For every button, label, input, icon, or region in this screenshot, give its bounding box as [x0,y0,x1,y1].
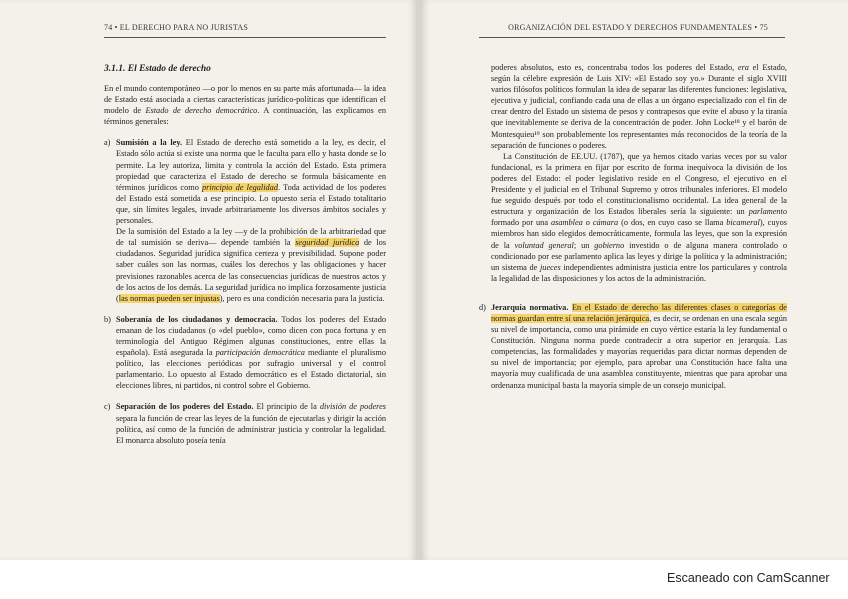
emphasis-gobierno: gobierno [594,240,625,250]
emphasis-camara: cámara [592,218,619,228]
item-a-text-2a: De la sumisión del Estado a la ley —y de la prohibición de la arbitrariedad que de tal sumisión se deriva— depende también la [116,227,386,248]
right-text-1b: el Estado, según la célebre expresión de Luis XIV: «El Estado soy yo.» Durante el siglo XVIII varios filósofos políticos formulan la idea de separar las diferentes funciones: legislativa, ejecutiva y judicial, confiando cada una de ellas a un órgano especializado con el fin de crear dentro del Estado un sistema de pesos y contrapesos que evite el abuso y la tiranía que inevitablemente se deriva de la concentración de poder. John Locke¹⁸ y el barón de Montesquieu¹⁹ son probablemente los representantes más reconocidos de la teoría de la separación de funciones o poderes. [491,63,787,150]
left-page [0,0,417,560]
right-text-2b: formado por una [491,218,551,228]
item-d-paragraph [491,302,787,391]
item-a [104,137,386,303]
right-text-2g: investido o de alguna manera controlado o condicionado por ese parlamento aplica las leyes y dirige la política y la administración; un sistema de [491,240,787,272]
emphasis-jueces: jueces [539,262,561,272]
emphasis-voluntad-general: voluntad general [514,240,574,250]
item-b-body [116,314,386,392]
right-paragraph-1 [491,62,787,151]
item-c-text-a: El principio de la [253,402,320,412]
item-c-paragraph [116,401,386,445]
item-d [479,302,787,391]
right-text-2c: o [582,218,593,228]
item-b-emphasis: participación democrática [215,348,305,358]
item-d-body [491,302,787,391]
item-a-text-1a: El Estado de derecho está sometido a la ley, es decir, el Estado sólo actúa si existe una norma que le faculta para ello y hasta donde se lo permite. La ley autoriza, limita y controla la acción del Estado. Esta primera propiedad que caracteriza el Estado de derecho se formula básicamente en términos jurídicos como [116,138,386,192]
item-a-body [116,137,386,303]
item-b-text-b: mediante el pluralismo político, las elecciones periódicas por sufragio universal y el control parlamentario. Lo opuesto al Estado democrático es el Estado dictatorial, sin elecciones libres, ni partidos, ni control sobre el Gobierno. [116,348,386,391]
right-emphasis-era: era [737,63,749,72]
item-d-title: Jerarquía normativa. [491,302,569,312]
right-text-2d: (o dos, en cuyo caso se llama [618,218,727,228]
left-page-body [104,64,386,446]
left-running-header: 74 • EL DERECHO PARA NO JURISTAS [104,23,248,32]
emphasis-parlamento: parlamento [748,207,787,217]
item-c-title: Separación de los poderes del Estado. [116,402,254,412]
item-b-title: Soberanía de los ciudadanos y democracia. [116,314,278,324]
right-header-rule [479,37,785,38]
highlight-jerarquia: En el Estado de derecho las diferentes clases o categorías de normas guardan entre sí una relación jerárquica [491,302,787,323]
item-c [104,401,386,445]
emphasis-bicameral: bicameral [726,218,760,228]
intro-emphasis: Estado de derecho democrático [145,106,258,116]
item-c-text-b: separa la función de crear las leyes de la función de ejecutarlas y dirigir la acción política, así como de la función de administrar justicia y controlar la legalidad. El monarca absoluto poseía tenía [116,413,386,445]
right-text-2f: ; un [573,240,595,250]
section-title: 3.1.1. El Estado de derecho [104,64,211,74]
item-c-letter: c) [104,402,111,412]
item-a-letter: a) [104,138,111,148]
intro-text-b: . A continuación, las explicamos en términos generales: [104,106,386,127]
intro-paragraph [104,83,386,127]
emphasis-asamblea: asamblea [550,218,583,228]
right-page [421,0,848,560]
right-text-2h: independientes administra justicia entre los particulares y controla la legalidad de las disposiciones y los actos de la administración. [491,262,787,283]
item-b-text-a: Todos los poderes del Estado emanan de los ciudadanos (o «del pueblo», como dicen con poca fortuna y en terminología del Antiguo Régimen algunas constituciones, entre ellas la española). Está asegurada la [116,314,386,358]
right-text-1a: poderes absolutos, esto es, concentraba todos los poderes del Estado, [491,63,738,72]
highlight-normas-injustas: las normas pueden ser injustas [118,293,220,303]
item-c-body [116,401,386,445]
right-running-header: ORGANIZACIÓN DEL ESTADO Y DERECHOS FUNDAMENTALES • 75 [508,23,768,32]
highlight-principio-legalidad: principio de legalidad [202,182,278,192]
right-page-body [479,62,787,391]
right-text-2e: ), cuyos miembros han sido elegidos democráticamente, formula las leyes, que son la expresión de la [491,218,788,250]
item-d-letter: d) [479,302,486,312]
item-b-letter: b) [104,314,111,324]
intro-text-a: En el mundo contemporáneo —o por lo menos en su parte más afortunada— la idea de Estado está asociada a ciertas características jurídico-políticas que identifican el modelo de [104,84,386,116]
item-c-emphasis: división de poderes [319,402,386,412]
item-a-paragraph-1 [116,137,386,226]
item-a-text-2c: ), pero es una condición necesaria para la justicia. [219,293,385,303]
item-b-paragraph [116,314,386,392]
item-c-continuation [479,62,787,284]
camscanner-watermark: Escaneado con CamScanner [667,571,830,585]
right-paragraph-2 [491,151,787,284]
item-a-text-1b: . Toda actividad de los poderes del Estado está sometida a ese principio. Lo opuesto sería el Estado totalitario que, sin límites legales, invade arbitrariamente los diversos ámbitos sociales y personales. [116,182,386,226]
item-a-text-2b: de los ciudadanos. Seguridad jurídica significa certeza y previsibilidad. Supone poder saber cuáles son las normas, cuáles los derechos y las obligaciones y hacer previsiones razonables acerca de las consecuencias jurídicas de nuestros actos y de los actos de los demás. La seguridad jurídica no implica forzosamente justicia ( [116,238,386,303]
item-d-text: , es decir, se ordenan en una escala según su nivel de importancia, como una pirámide en cuyo vértice estaría la ley fundamental o Constitución. Ninguna norma puede contradecir a otra superior en jerarquía. Las competencias, las formalidades y mayorías requeridas para dictar normas dependen de su nivel de importancia; por ejemplo, para aprobar una Constitución hace falta una mayoría muy cualificada de una asamblea constituyente, mientras que para aprobar una ordenanza municipal basta la mayoría simple de un consejo municipal. [491,313,788,390]
item-a-paragraph-2 [116,226,386,304]
left-header-rule [104,37,386,38]
highlight-seguridad-juridica: seguridad jurídica [295,238,360,248]
item-b [104,314,386,392]
item-a-title: Sumisión a la ley. [116,138,183,148]
right-text-2a: La Constitución de EE.UU. (1787), que ya hemos citado varias veces por su valor fundacional, es la primera en fijar por escrito de forma inequívoca la división de los poderes del Estado: el poder legislativo reside en el Congreso, el ejecutivo en el Presidente y el judicial en el Tribunal Supremo y otros tribunales inferiores. El modelo fue seguido después por todo el constitucionalismo occidental. La idea general de la estructura y organización de los Estados liberales sería la siguiente: un [491,151,787,217]
